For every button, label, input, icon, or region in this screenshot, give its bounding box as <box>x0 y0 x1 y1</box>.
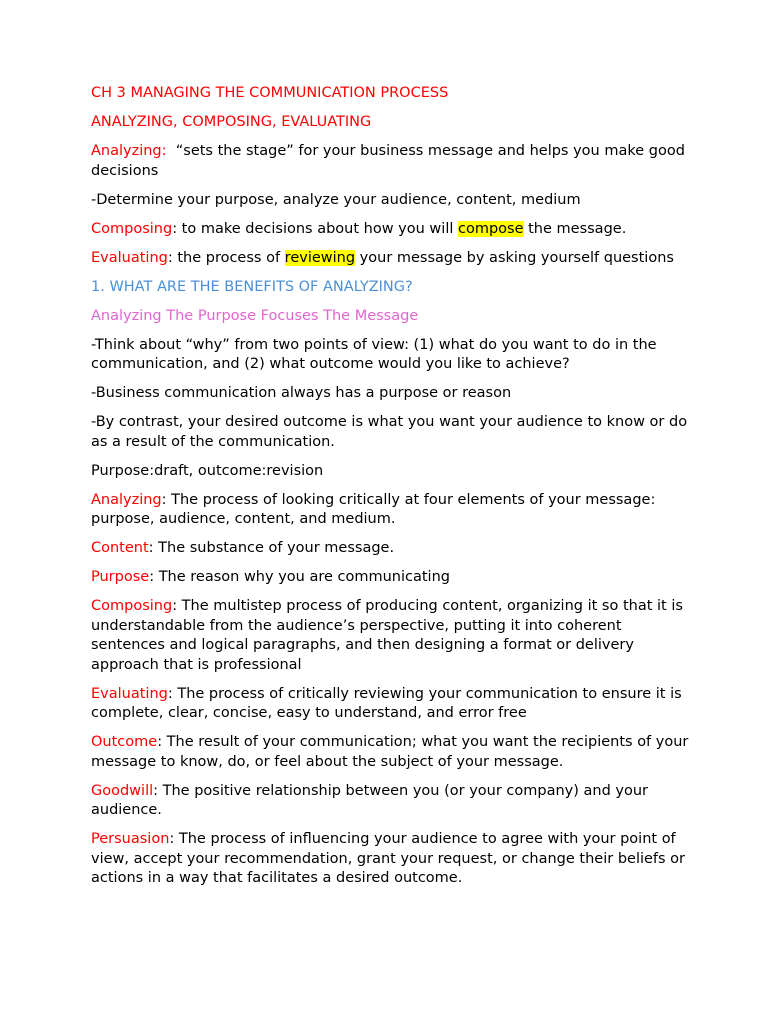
term-composing: Composing <box>91 220 173 237</box>
definition-text: : The process of looking critically at four elements of your message: purpose, audience, content, and medium. <box>91 491 656 527</box>
intro-analyzing <box>91 142 691 181</box>
highlighted-word: compose <box>457 220 524 237</box>
definition-goodwill <box>91 782 691 821</box>
definition-outcome <box>91 733 691 772</box>
definition-text: : The positive relationship between you (or your company) and your audience. <box>91 782 648 818</box>
definition-text: : The process of critically reviewing your communication to ensure it is complete, clear, concise, easy to understand, and error free <box>91 685 682 721</box>
definition-text: : to make decisions about how you will <box>172 220 458 237</box>
document-title: CH 3 MANAGING THE COMMUNICATION PROCESS <box>91 85 449 101</box>
definition-term: Analyzing <box>91 491 162 508</box>
definition-text: : The substance of your message. <box>148 540 395 556</box>
definition-term: Composing <box>91 598 173 614</box>
definition-text: : The process of influencing your audience to agree with your point of view, accept your recommendation, grant your request, or change their beliefs or actions in a way that facilitates a desired outcome. <box>91 831 686 886</box>
definition-composing <box>91 597 691 675</box>
term-analyzing: Analyzing: <box>91 143 167 159</box>
definition-term: Persuasion <box>91 831 170 847</box>
definition-purpose <box>91 568 691 588</box>
bullet-item: -Business communication always has a purpose or reason <box>91 385 512 401</box>
definition-text: the message. <box>523 220 627 237</box>
intro-composing <box>91 220 691 240</box>
bullet-item: -By contrast, your desired outcome is what you want your audience to know or do as a result of the communication. <box>91 414 688 450</box>
definition-text: your message by asking yourself questions <box>355 249 674 266</box>
definition-term: Evaluating <box>91 685 168 702</box>
definition-text: : the process of <box>167 249 285 266</box>
definition-text: “sets the stage” for your business message and helps you make good decisions <box>91 143 690 179</box>
intro-determine: -Determine your purpose, analyze your audience, content, medium <box>91 191 581 208</box>
intro-evaluating <box>91 249 691 269</box>
document-page <box>91 84 691 898</box>
definition-evaluating <box>91 685 691 724</box>
bullet-item: -Think about “why” from two points of view: (1) what do you want to do in the communication, and (2) what outcome would you like to achieve? <box>91 336 657 372</box>
definition-text: : The reason why you are communicating <box>149 569 450 585</box>
document-subtitle: ANALYZING, COMPOSING, EVALUATING <box>91 114 372 130</box>
definition-persuasion <box>91 830 691 889</box>
definition-term: Content <box>91 540 149 556</box>
highlighted-word: reviewing <box>284 249 356 266</box>
bullet-item: Purpose:draft, outcome:revision <box>91 462 324 479</box>
definition-term: Goodwill <box>91 782 154 799</box>
definition-text: : The multistep process of producing content, organizing it so that it is understandable from the audience’s perspective, putting it into coherent sentences and logical paragraphs, and then designing a format or delivery approach that is professional <box>91 598 683 673</box>
definition-content <box>91 539 691 559</box>
definition-term: Purpose <box>91 569 150 585</box>
definition-analyzing <box>91 491 691 530</box>
section-subheading: Analyzing The Purpose Focuses The Message <box>91 307 419 324</box>
definition-text: : The result of your communication; what you want the recipients of your message to know, do, or feel about the subject of your message. <box>91 734 689 770</box>
definition-term: Outcome <box>91 734 158 750</box>
term-evaluating: Evaluating <box>91 249 168 266</box>
section-heading: 1. WHAT ARE THE BENEFITS OF ANALYZING? <box>91 278 413 295</box>
